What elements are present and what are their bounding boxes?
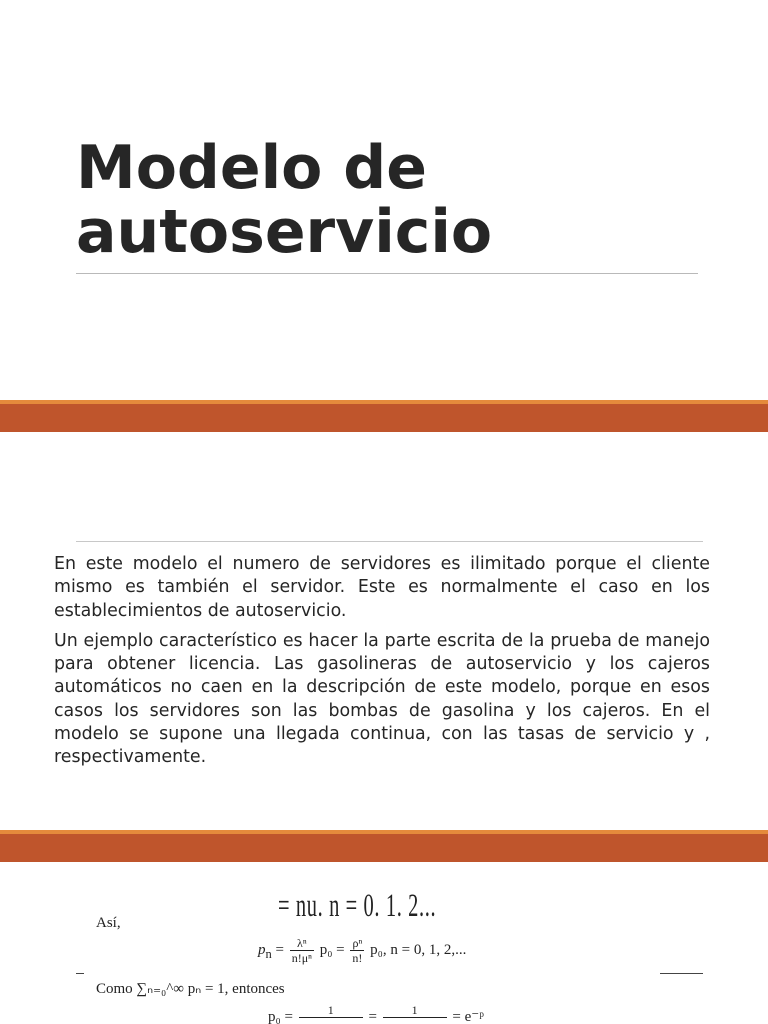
title-underline <box>76 273 698 274</box>
accent-band-bottom <box>0 830 768 862</box>
fraction-rho <box>350 936 364 965</box>
fraction-rho-denominator: n! <box>352 951 363 965</box>
fraction-lambda-denominator: n!μⁿ <box>291 951 312 965</box>
fraction-rho-numerator: ρⁿ <box>350 936 364 951</box>
title-line-1: Modelo de <box>76 133 427 203</box>
fraction-p0-second-numerator: 1 <box>383 1003 447 1018</box>
formula-pn-tail: p₀, n = 0, 1, 2,... <box>370 941 467 958</box>
body-paragraph-2: Un ejemplo característico es hacer la parte escrita de la prueba de manejo para obtener licencia. Las gasolineras de autoservicio y los cajeros automáticos no caen en la descripción de este modelo, porque en esos casos los servidores son las bombas de gasolina y los cajeros. En el modelo se supone una llegada continua, con las tasas de servicio y , respectivamente. <box>54 630 710 768</box>
formula-p0-tail: = e⁻ᵖ <box>452 1008 484 1024</box>
formula-p0 <box>268 1003 484 1024</box>
formula-p0-lhs: p₀ = <box>268 1008 293 1024</box>
dash-left <box>76 973 84 974</box>
formula-como: Como ∑ₙ₌₀^∞ pₙ = 1, entonces <box>96 981 285 997</box>
formula-pn: $p_n$ = $\frac{\text{λⁿ}}{\text{n!μⁿ}}$ p₀ = $\frac{\text{ρⁿ}}{n!}$ p₀, n = 0, 1, 2,... <box>258 936 467 965</box>
fraction-p0-denominator <box>299 1018 363 1024</box>
fraction-p0-second <box>383 1003 447 1024</box>
dash-right <box>660 973 703 974</box>
title-line-2: autoservicio <box>76 197 493 267</box>
accent-band-top <box>0 400 768 432</box>
pn-symbol: p <box>258 941 266 958</box>
pn-subscript: n <box>265 946 272 961</box>
formula-asi-label: Así, <box>96 915 121 931</box>
fraction-lambda <box>290 936 314 965</box>
body-divider <box>76 541 703 542</box>
fraction-lambda-numerator: λⁿ <box>290 936 314 951</box>
formula-header: = nu. n = 0. 1. 2... <box>278 888 437 924</box>
formula-p0-middle: p₀ = <box>319 941 345 958</box>
body-text <box>54 553 710 777</box>
formula-p0-equals: = <box>368 1008 377 1024</box>
fraction-p0 <box>299 1003 363 1024</box>
fraction-p0-second-denominator <box>383 1018 447 1024</box>
slide-title <box>76 133 716 267</box>
fraction-p0-numerator: 1 <box>299 1003 363 1018</box>
body-paragraph-1: En este modelo el numero de servidores es ilimitado porque el cliente mismo es también el servidor. Este es normalmente el caso en los establecimientos de autoservicio. <box>54 554 710 621</box>
